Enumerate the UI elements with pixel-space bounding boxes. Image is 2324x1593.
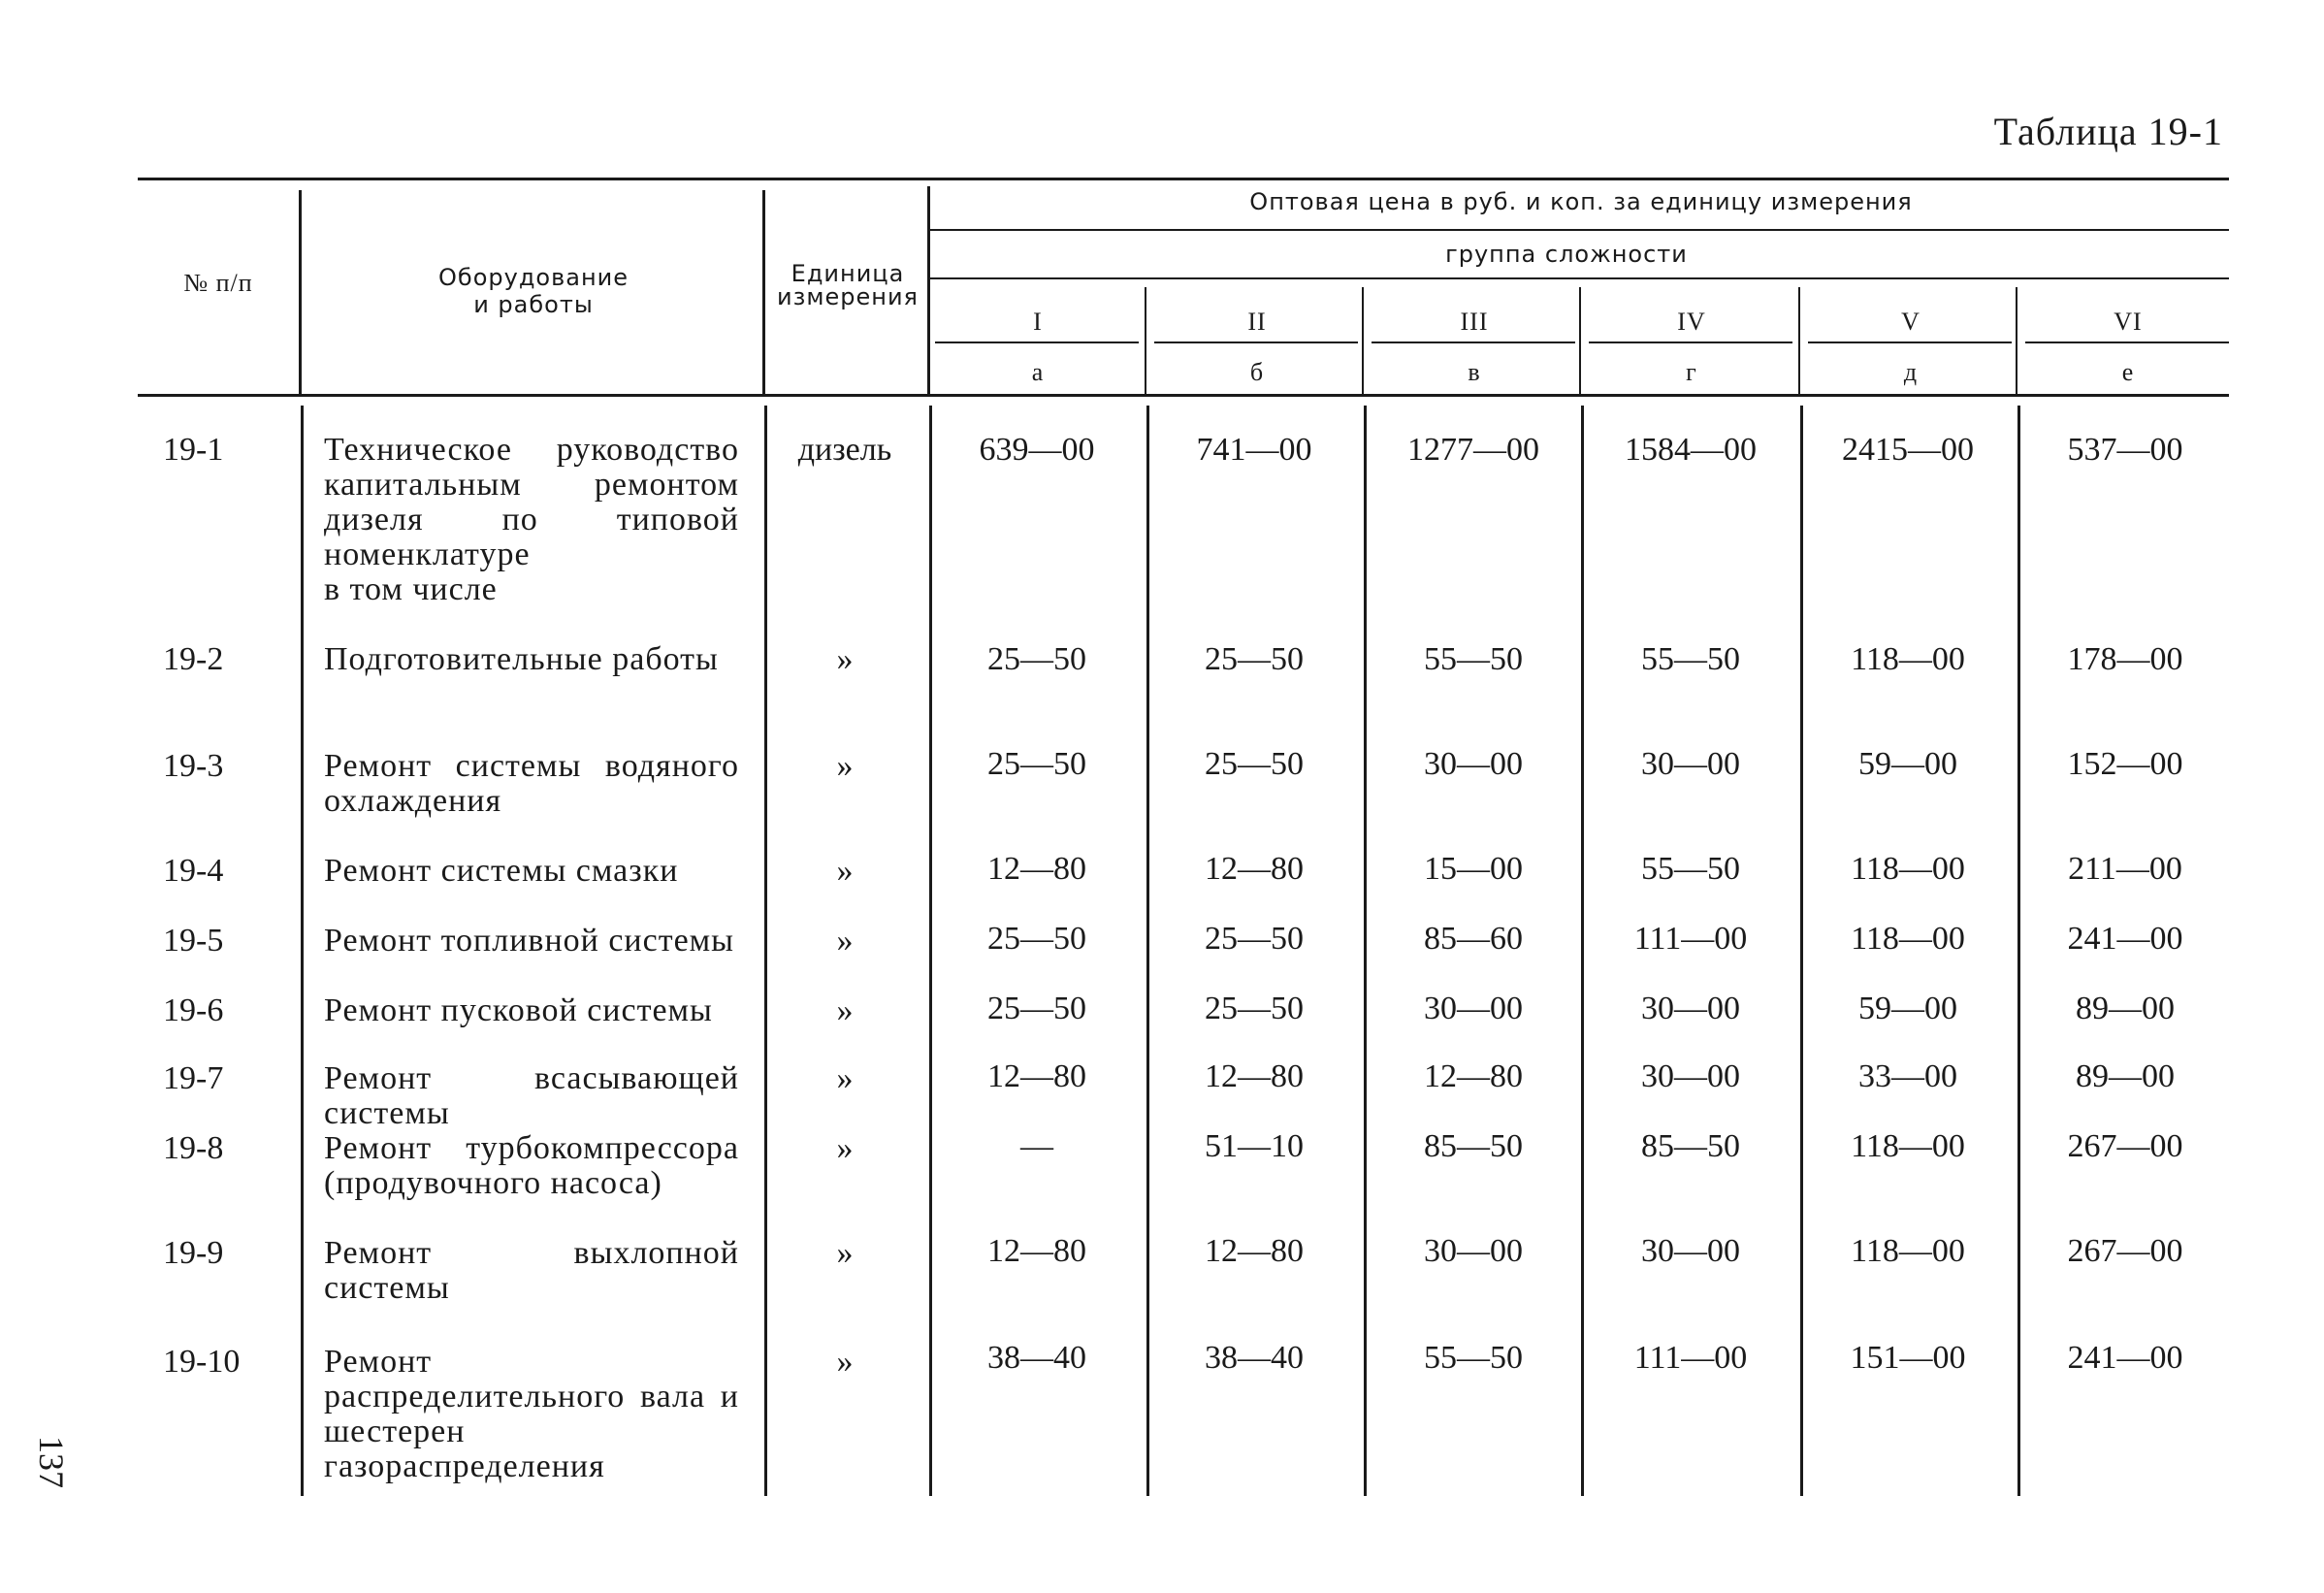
header-bottom-rule: [138, 394, 2229, 397]
row-price-group-3: 55—50: [1424, 1340, 1523, 1376]
row-price-group-2: 12—80: [1205, 1058, 1304, 1094]
row-unit: дизель: [797, 432, 892, 468]
row-price-group-2: 25—50: [1205, 991, 1304, 1026]
col-rule-num: [299, 190, 302, 394]
row-price-group-5: 118—00: [1851, 851, 1965, 887]
row-price-group-1: 12—80: [987, 1233, 1086, 1269]
row-price-group-5: 2415—00: [1842, 432, 1974, 468]
group-label-1: I: [1033, 308, 1043, 336]
row-num: 19-1: [163, 432, 224, 468]
row-unit: »: [836, 992, 854, 1028]
row-price-group-3: 12—80: [1424, 1058, 1523, 1094]
col-rule-group-3: [1579, 287, 1581, 394]
row-price-group-2: 51—10: [1205, 1128, 1304, 1164]
row-price-group-5: 59—00: [1858, 746, 1957, 782]
row-price-group-1: 25—50: [987, 921, 1086, 957]
row-num: 19-6: [163, 992, 224, 1028]
group-rule-4: [1589, 341, 1792, 343]
row-num: 19-7: [163, 1060, 224, 1096]
row-name: Ремонт системы смазки: [324, 853, 679, 889]
row-price-group-4: 111—00: [1633, 1340, 1748, 1376]
group-rule-1: [935, 341, 1139, 343]
col-rule-body-3: [1581, 406, 1584, 1496]
col-rule-group-1: [1145, 287, 1146, 394]
row-price-group-5: 118—00: [1851, 1128, 1965, 1164]
row-price-group-1: 639—00: [979, 432, 1095, 468]
row-price-group-4: 30—00: [1641, 991, 1740, 1026]
group-letter-3: в: [1468, 358, 1481, 386]
row-unit: »: [836, 1235, 854, 1271]
col-rule-body-2: [1364, 406, 1367, 1496]
row-num: 19-5: [163, 923, 224, 959]
complexity-rule: [929, 277, 2229, 279]
row-num: 19-3: [163, 748, 224, 784]
row-price-group-4: 30—00: [1641, 1233, 1740, 1269]
row-name: Подготовительные работы: [324, 641, 719, 677]
row-unit: »: [836, 748, 854, 784]
header-num: № п/п: [183, 269, 253, 297]
row-price-group-4: 85—50: [1641, 1128, 1740, 1164]
col-rule-body-1: [1146, 406, 1149, 1496]
row-price-group-1: 25—50: [987, 746, 1086, 782]
row-price-group-2: 25—50: [1205, 921, 1304, 957]
row-price-group-6: 267—00: [2067, 1128, 2183, 1164]
group-letter-5: д: [1903, 358, 1919, 386]
col-rule-group-5: [2016, 287, 2017, 394]
col-rule-num-body: [301, 406, 304, 1496]
row-name: Ремонт распределительного вала и шестерен газораспределения: [324, 1344, 739, 1484]
row-num: 19-9: [163, 1235, 224, 1271]
row-price-group-2: 12—80: [1205, 1233, 1304, 1269]
row-price-group-1: 25—50: [987, 641, 1086, 677]
row-unit: »: [836, 923, 854, 959]
row-price-group-6: 178—00: [2067, 641, 2183, 677]
row-price-group-4: 1584—00: [1625, 432, 1757, 468]
row-price-group-6: 211—00: [2068, 851, 2182, 887]
header-complexity-title: группа сложности: [1445, 241, 1688, 268]
group-letter-1: а: [1031, 358, 1045, 386]
row-num: 19-10: [163, 1344, 241, 1380]
row-price-group-1: 25—50: [987, 991, 1086, 1026]
row-unit: »: [836, 1060, 854, 1096]
row-price-group-2: 12—80: [1205, 851, 1304, 887]
row-unit: »: [836, 853, 854, 889]
group-letter-6: е: [2121, 358, 2135, 386]
col-rule-group-2: [1362, 287, 1364, 394]
row-price-group-5: 118—00: [1851, 641, 1965, 677]
group-rule-5: [1808, 341, 2012, 343]
group-label-3: III: [1460, 308, 1489, 336]
row-price-group-6: 537—00: [2067, 432, 2183, 468]
group-label-2: II: [1247, 308, 1267, 336]
row-price-group-5: 33—00: [1858, 1058, 1957, 1094]
row-price-group-6: 241—00: [2067, 1340, 2183, 1376]
row-price-group-3: 1277—00: [1407, 432, 1539, 468]
row-price-group-3: 30—00: [1424, 991, 1523, 1026]
group-label-4: IV: [1677, 308, 1706, 336]
header-unit: Единица измерения: [777, 260, 919, 310]
row-price-group-6: 241—00: [2067, 921, 2183, 957]
row-price-group-6: 89—00: [2076, 1058, 2175, 1094]
row-price-group-4: 55—50: [1641, 851, 1740, 887]
row-price-group-3: 85—60: [1424, 921, 1523, 957]
col-rule-equipment-body: [764, 406, 767, 1496]
group-label-6: VI: [2114, 308, 2143, 336]
group-rule-6: [2025, 341, 2229, 343]
row-name: Ремонт топливной системы: [324, 923, 735, 959]
row-name: Ремонт выхлопной системы: [324, 1235, 739, 1306]
row-name: Ремонт всасывающей системы: [324, 1060, 739, 1131]
row-price-group-2: 38—40: [1205, 1340, 1304, 1376]
row-price-group-2: 25—50: [1205, 746, 1304, 782]
row-price-group-5: 118—00: [1851, 921, 1965, 957]
row-price-group-5: 151—00: [1850, 1340, 1966, 1376]
row-unit: »: [836, 641, 854, 677]
row-price-group-3: 30—00: [1424, 746, 1523, 782]
table-caption: Таблица 19-1: [1993, 110, 2223, 153]
group-label-5: V: [1901, 308, 1921, 336]
table-top-rule: [138, 178, 2229, 180]
row-price-group-1: 12—80: [987, 851, 1086, 887]
group-rule-2: [1154, 341, 1358, 343]
row-price-group-3: 30—00: [1424, 1233, 1523, 1269]
row-price-group-1: 12—80: [987, 1058, 1086, 1094]
row-price-group-6: 267—00: [2067, 1233, 2183, 1269]
row-name: Ремонт турбокомпрессора (продувочного насоса): [324, 1130, 739, 1201]
header-price-title: Оптовая цена в руб. и коп. за единицу измерения: [1249, 188, 1913, 215]
row-price-group-3: 55—50: [1424, 641, 1523, 677]
group-letter-2: б: [1249, 358, 1265, 386]
row-price-group-4: 30—00: [1641, 746, 1740, 782]
price-title-rule: [929, 229, 2229, 231]
row-price-group-3: 15—00: [1424, 851, 1523, 887]
group-rule-3: [1372, 341, 1575, 343]
row-name: Ремонт системы водяного охлаждения: [324, 748, 739, 819]
row-price-group-4: 55—50: [1641, 641, 1740, 677]
row-name: Ремонт пусковой системы: [324, 992, 713, 1028]
group-letter-4: г: [1686, 358, 1697, 386]
row-num: 19-4: [163, 853, 224, 889]
row-num: 19-2: [163, 641, 224, 677]
row-unit: »: [836, 1130, 854, 1166]
row-price-group-1: —: [1020, 1128, 1053, 1164]
col-rule-body-4: [1800, 406, 1803, 1496]
row-price-group-6: 152—00: [2067, 746, 2183, 782]
col-rule-unit-body: [929, 406, 932, 1496]
row-price-group-6: 89—00: [2076, 991, 2175, 1026]
header-equipment: Оборудование и работы: [438, 264, 629, 318]
col-rule-group-4: [1798, 287, 1800, 394]
page-number: 137: [32, 1436, 71, 1488]
row-price-group-3: 85—50: [1424, 1128, 1523, 1164]
row-num: 19-8: [163, 1130, 224, 1166]
col-rule-body-5: [2017, 406, 2020, 1496]
row-price-group-2: 25—50: [1205, 641, 1304, 677]
row-price-group-2: 741—00: [1196, 432, 1312, 468]
row-price-group-5: 59—00: [1858, 991, 1957, 1026]
row-price-group-4: 111—00: [1633, 921, 1748, 957]
row-price-group-1: 38—40: [987, 1340, 1086, 1376]
row-unit: »: [836, 1344, 854, 1380]
row-name: Техническое руководство капитальным ремонтом дизеля по типовой номенклатуре в том числе: [324, 432, 739, 607]
row-price-group-5: 118—00: [1851, 1233, 1965, 1269]
row-price-group-4: 30—00: [1641, 1058, 1740, 1094]
